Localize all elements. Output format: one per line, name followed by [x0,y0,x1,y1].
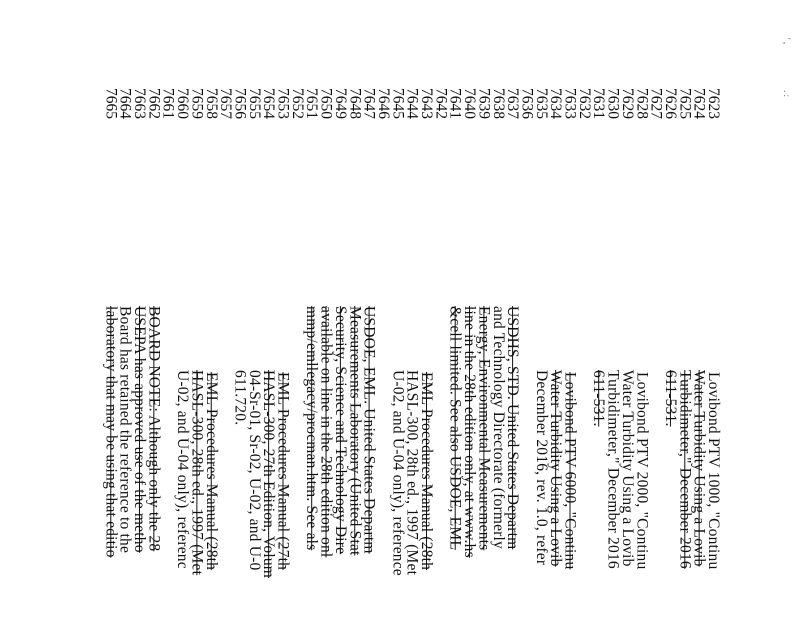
text-line: U-02, and U-04 only), reference [389,370,407,576]
scan-mark: ' , [782,38,792,45]
text-line: December 2016, rev. 1.0, refer [532,370,550,566]
line-number: 7628 [633,88,651,119]
text-line: available on line in the 28th edition onl [317,306,335,558]
line-number: 7663 [131,88,148,119]
line-number: 7636 [518,88,536,119]
text-line: Water Turbidity Using a Lovib [547,370,565,567]
line-number: 7643 [418,88,435,119]
line-number: 7646 [374,88,392,119]
line-number: 7648 [346,88,364,119]
text-line: 611-531. [590,370,608,427]
line-number: 7651 [303,88,321,119]
text-line: USEPA has approved use of the metho [131,306,148,553]
text-line: EML Procedures Manual (28th [202,372,220,571]
line-number: 7629 [618,88,636,119]
line-number: 7625 [676,88,694,119]
text-line: 04-Sr-01, Sr-02, U-02, and U-0 [245,370,263,571]
line-number: 7644 [403,88,421,119]
text-line: Board has retained the reference to the [116,306,134,554]
text-line: Lovibond PTV 2000, "Continu [633,372,651,570]
scan-mark: . : [782,90,792,98]
line-number: 7634 [547,88,565,119]
line-number: 7660 [174,88,192,119]
line-number: 7635 [532,88,550,119]
line-number: 7662 [145,88,163,119]
line-number: 7647 [360,88,378,119]
line-number: 7638 [489,88,507,119]
text-line: 611-531. [661,370,679,427]
text-line: EML Procedures Manual (28th [418,372,435,571]
line-number: 7665 [102,88,120,119]
text-line: USDHS, STD. United States Departm [504,306,522,550]
line-number: 7652 [288,88,306,119]
text-line: 611.720. [231,370,249,426]
line-number: 7650 [317,88,335,119]
text-line: laboratory that may be using that editio [102,306,120,558]
line-number: 7661 [159,88,177,119]
line-number: 7637 [504,88,522,119]
text-line: &cell limited. See also USDOE, EML [446,306,464,550]
text-line: Turbidimeter," December 2016 [604,370,622,569]
line-number: 7659 [188,88,206,119]
text-line: Water Turbidity Using a Lovib [618,370,636,567]
text-line: Measurements Laboratory (United Stat [346,306,364,556]
line-number: 7655 [245,88,263,119]
text-line: BOARD NOTE: Although only the 28 [145,306,163,552]
text-line: mmp/emllegacy/procman.htm. See als [303,306,321,551]
line-number: 7649 [331,88,349,119]
text-line: Lovibond PTV 1000, "Continu [705,372,722,570]
line-number: 7641 [446,88,464,119]
line-number: 7631 [590,88,608,119]
line-number: 7654 [260,88,278,119]
line-number: 7640 [461,88,479,119]
line-number: 7653 [274,88,292,119]
line-number: 7624 [690,88,708,119]
text-line: HASL-300, 27th Edition, Volum [260,370,278,579]
line-number: 7656 [231,88,249,119]
text-line: HASL-300, 28th ed., 1997 (Met [188,370,206,576]
text-line: and Technology Directorate (formerly [489,306,507,549]
line-number: 7645 [389,88,407,119]
line-number: 7633 [561,88,579,119]
text-line: U-02, and U-04 only), referenc [174,370,192,569]
text-line: Energy, Environmental Measurements [475,306,493,551]
line-number: 7664 [116,88,134,119]
text-line: Security, Science and Technology Dire [331,306,349,555]
line-number: 7642 [432,88,450,119]
text-line: Lovibond PTV 6000, "Continu [561,372,579,570]
line-number: 7657 [217,88,235,119]
line-number: 7627 [647,88,665,119]
text-line: Turbidimeter," December 2016 [676,370,694,569]
text-line: USDOE, EML. United States Departm [360,306,378,554]
line-number: 7632 [575,88,593,119]
line-number: 7639 [475,88,493,119]
line-number: 7623 [705,88,722,119]
text-line: EML Procedures Manual (27th [274,372,292,571]
line-number: 7630 [604,88,622,119]
text-line: Water Turbidity Using a Lovib [690,370,708,567]
line-number: 7658 [202,88,220,119]
text-line: line in the 28th edition only, at www.hs [461,306,479,558]
text-line: HASL-300, 28th ed., 1997 (Met [403,370,421,576]
line-number: 7626 [661,88,679,119]
